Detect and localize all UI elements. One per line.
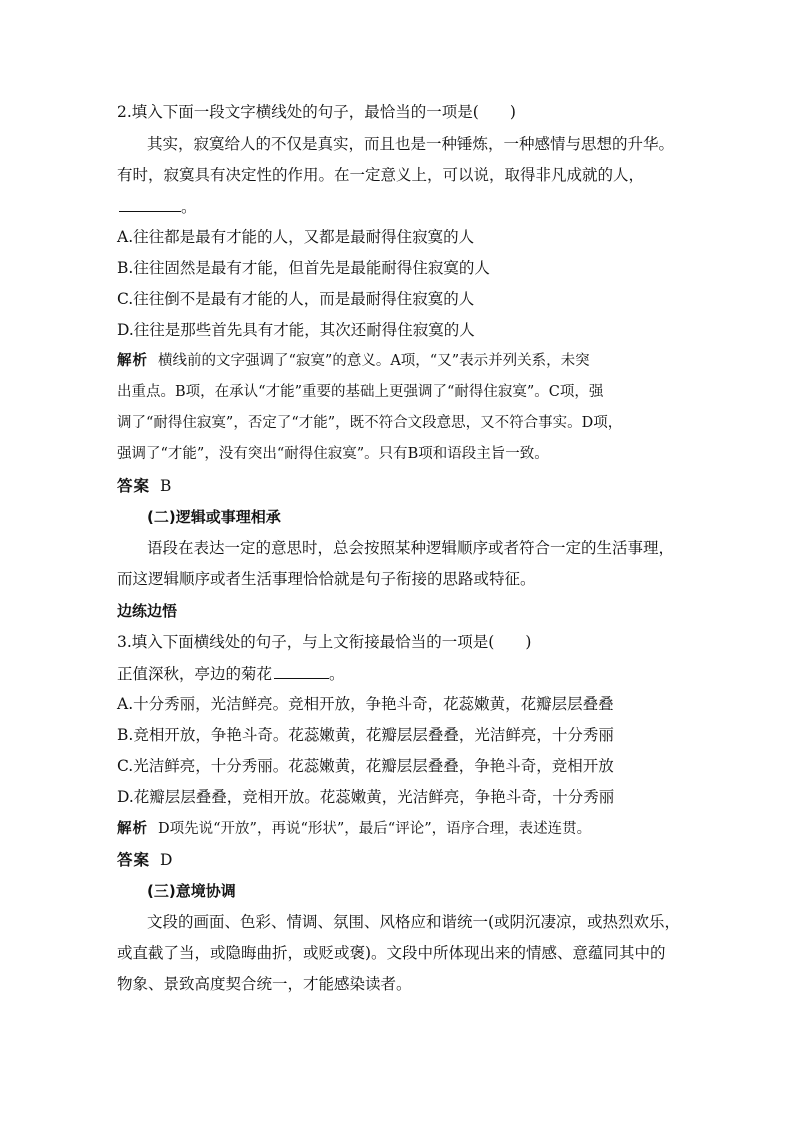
q3-passage-start: 正值深秋，亭边的菊花: [117, 665, 273, 683]
section-3-body-line-1: 文段的画面、色彩、情调、氛围、风格应和谐统一(或阴沉凄凉，或热烈欢乐，: [147, 913, 681, 931]
q2-stem: 2.填入下面一段文字横线处的句子，最恰当的一项是( ): [117, 103, 516, 121]
q3-analysis-line: [117, 819, 697, 839]
q2-answer-blank: [119, 196, 181, 212]
q3-option-d: D.花瓣层层叠叠，竞相开放。花蕊嫩黄，光洁鲜亮，争艳斗奇，十分秀丽: [117, 788, 615, 806]
section-2-heading: (二)逻辑或事理相承: [147, 508, 281, 526]
q2-analysis-text-1: 横线前的文字强调了“寂寞”的意义。A项，“又”表示并列关系，未突: [158, 353, 590, 369]
q3-answer-blank: [274, 663, 329, 679]
q2-answer-label: 答案: [117, 477, 151, 495]
q3-option-b: B.竞相开放，争艳斗奇。花蕊嫩黄，花瓣层层叠叠，光洁鲜亮，十分秀丽: [117, 726, 614, 744]
q2-analysis-line-3: 调了“耐得住寂寞”，否定了“才能”，既不符合文段意思，又不符合事实。D项，: [117, 415, 623, 431]
q3-analysis-label: 解析: [117, 821, 148, 837]
q2-answer-value: B: [160, 477, 172, 495]
q2-passage-line-1: 其实，寂寞给人的不仅是真实，而且也是一种锤炼，一种感情与思想的升华。: [147, 135, 675, 153]
q3-passage: [117, 663, 697, 684]
q2-option-c: C.往往倒不是最有才能的人，而是最耐得住寂寞的人: [117, 290, 475, 308]
q2-analysis-line-4: 强调了“才能”，没有突出“耐得住寂寞”。只有B项和语段主旨一致。: [117, 446, 549, 462]
section-3-body-line-3: 物象、景致高度契合统一，才能感染读者。: [117, 975, 412, 993]
q3-answer-line: [117, 850, 697, 870]
q3-answer-value: D: [160, 851, 173, 869]
section-2-body-line-2: 而这逻辑顺序或者生活事理恰恰就是句子衔接的思路或特征。: [117, 570, 536, 588]
q2-analysis-label: 解析: [117, 353, 148, 369]
q3-analysis-text: D项先说“开放”，再说“形状”，最后“评论”，语序合理，表述连贯。: [158, 821, 592, 837]
practice-heading: 边练边悟: [117, 602, 178, 620]
q2-option-b: B.往往固然是最有才能，但首先是最能耐得住寂寞的人: [117, 259, 490, 277]
q2-option-d: D.往往是那些首先具有才能，其次还耐得住寂寞的人: [117, 321, 475, 339]
q3-option-c: C.光洁鲜亮，十分秀丽。花蕊嫩黄，花瓣层层叠叠，争艳斗奇，竞相开放: [117, 757, 614, 775]
q3-passage-end: 。: [329, 665, 345, 683]
section-2-body-line-1: 语段在表达一定的意思时，总会按照某种逻辑顺序或者符合一定的生活事理，: [147, 539, 675, 557]
q2-passage-line-3: [117, 196, 697, 217]
q3-stem: 3.填入下面横线处的句子，与上文衔接最恰当的一项是( ): [117, 633, 532, 651]
q2-option-a: A.往往都是最有才能的人，又都是最耐得住寂寞的人: [117, 228, 475, 246]
section-3-heading: (三)意境协调: [147, 882, 236, 900]
q2-answer-line: [117, 476, 697, 496]
q3-option-a: A.十分秀丽，光洁鲜亮。竞相开放，争艳斗奇，花蕊嫩黄，花瓣层层叠叠: [117, 695, 614, 713]
q2-analysis-line-2: 出重点。B项，在承认“才能”重要的基础上更强调了“耐得住寂寞”。C项，强: [117, 384, 604, 400]
section-3-body-line-2: 或直截了当，或隐晦曲折，或贬或褒)。文段中所体现出来的情感、意蕴同其中的: [117, 944, 666, 962]
q2-analysis-line-1: [117, 351, 697, 371]
q2-passage-end: 。: [181, 198, 197, 216]
q3-answer-label: 答案: [117, 851, 151, 869]
q2-passage-line-2: 有时，寂寞具有决定性的作用。在一定意义上，可以说，取得非凡成就的人，: [117, 166, 645, 184]
